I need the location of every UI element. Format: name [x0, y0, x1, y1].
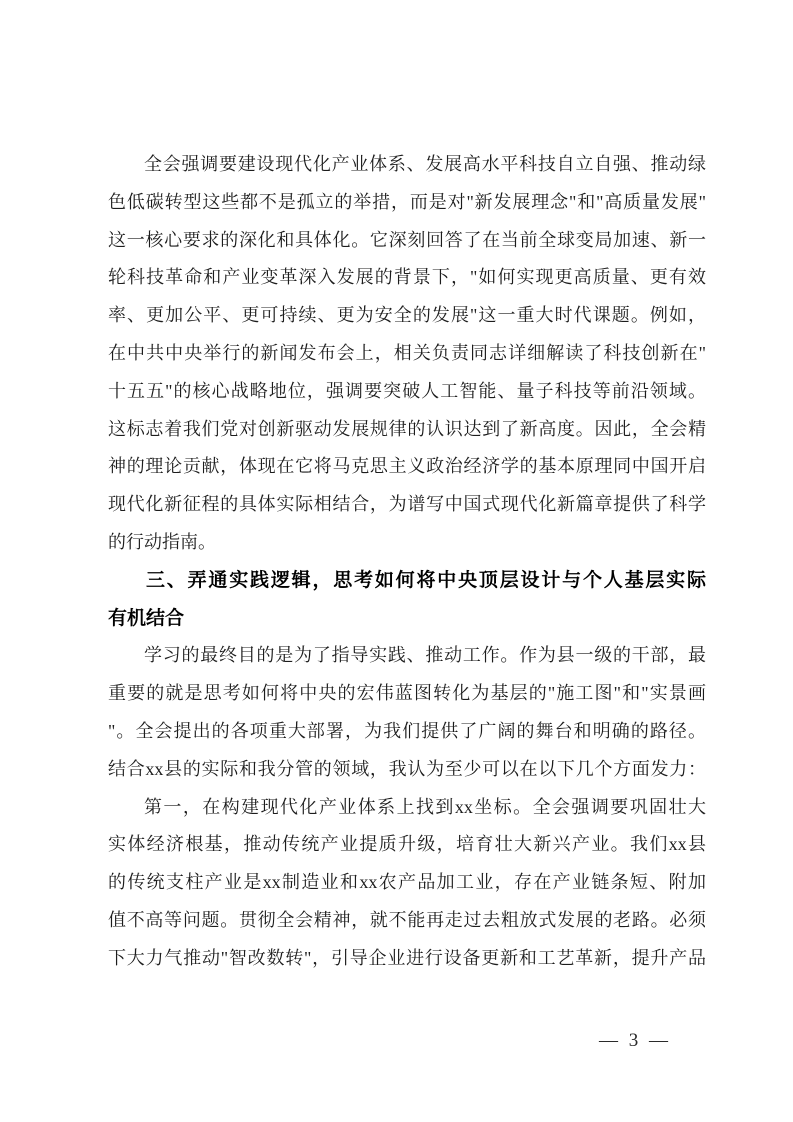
paragraph-1-line: 神的理论贡献，体现在它将马克思主义政治经济学的基本原理同中国开启	[108, 456, 706, 477]
section-heading-line-1: 三、弄通实践逻辑，思考如何将中央顶层设计与个人基层实际	[146, 569, 706, 591]
paragraph-1-line: 的行动指南。	[108, 531, 216, 552]
paragraph-1-line: 在中共中央举行的新闻发布会上，相关负责同志详细解读了科技创新在"	[108, 342, 706, 363]
paragraph-1-line: 现代化新征程的具体实际相结合，为谱写中国式现代化新篇章提供了科学	[108, 494, 706, 515]
document-body	[108, 146, 706, 978]
page-number: — 3 —	[599, 1030, 671, 1051]
paragraph-3-line: 第一，在构建现代化产业体系上找到xx坐标。全会强调要巩固壮大	[144, 796, 706, 817]
paragraph-1-line: 全会强调要建设现代化产业体系、发展高水平科技自立自强、推动绿	[144, 154, 706, 174]
paragraph-1-line: 十五五"的核心战略地位，强调要突破人工智能、量子科技等前沿领域。	[108, 380, 706, 401]
paragraph-1-line: 轮科技革命和产业变革深入发展的背景下，"如何实现更高质量、更有效	[108, 267, 706, 288]
paragraph-1-line: 这标志着我们党对创新驱动发展规律的认识达到了新高度。因此，全会精	[108, 418, 706, 439]
paragraph-1-line: 这一核心要求的深化和具体化。它深刻回答了在当前全球变局加速、新一	[108, 229, 706, 250]
section-heading-line-2: 有机结合	[108, 607, 185, 629]
paragraph-2-line: 重要的就是思考如何将中央的宏伟蓝图转化为基层的"施工图"和"实景画	[108, 683, 706, 704]
paragraph-2-line: "。全会提出的各项重大部署，为我们提供了广阔的舞台和明确的路径。	[108, 720, 706, 741]
paragraph-1-line: 率、更加公平、更可持续、更为安全的发展"这一重大时代课题。例如，	[108, 305, 706, 326]
paragraph-3-line: 的传统支柱产业是xx制造业和xx农产品加工业，存在产业链条短、附加	[108, 872, 706, 893]
paragraph-2-line: 学习的最终目的是为了指导实践、推动工作。作为县一级的干部，最	[144, 645, 706, 666]
paragraph-2-line: 结合xx县的实际和我分管的领域，我认为至少可以在以下几个方面发力：	[108, 758, 706, 779]
paragraph-1-line: 色低碳转型这些都不是孤立的举措，而是对"新发展理念"和"高质量发展"	[108, 191, 706, 212]
paragraph-3-line: 实体经济根基，推动传统产业提质升级，培育壮大新兴产业。我们xx县	[108, 834, 706, 855]
paragraph-3-line: 下大力气推动"智改数转"，引导企业进行设备更新和工艺革新，提升产品	[108, 947, 706, 968]
paragraph-3-line: 值不高等问题。贯彻全会精神，就不能再走过去粗放式发展的老路。必须	[108, 909, 706, 930]
